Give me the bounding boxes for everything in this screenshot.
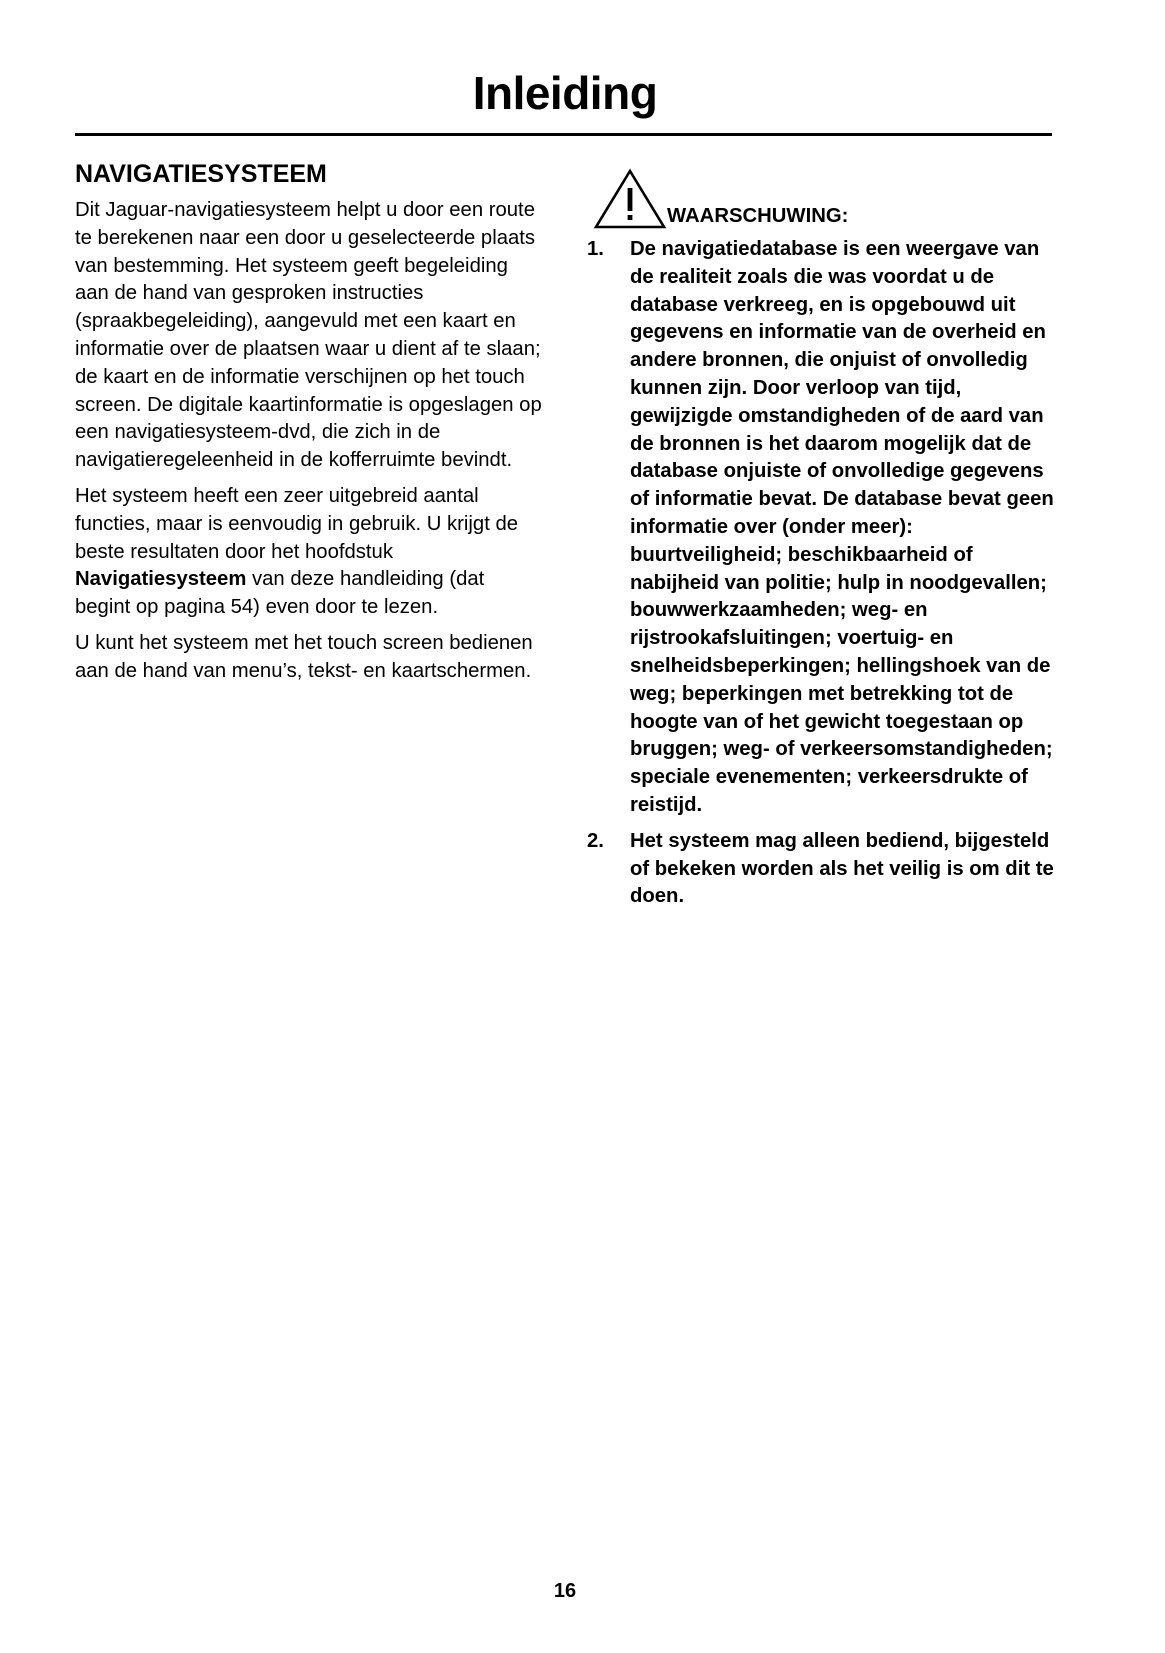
intro-paragraph: Dit Jaguar-navigatiesysteem helpt u door een route te berekenen naar een door u geselecteerde plaats van bestemming. Het systeem geeft begeleiding aan de hand van gesproken instructies (spraakbegeleiding), aangevuld met een kaart en informatie over de plaatsen waar u dient af te slaan; de kaart en de informatie verschijnen op het touch screen. De digitale kaartinformatie is opgeslagen op een navigatiesysteem-dvd, die zich in de navigatieregeleenheid in de kofferruimte bevindt. [75, 199, 542, 472]
title-divider [75, 133, 1052, 136]
warning-list [587, 236, 1057, 911]
page-title: Inleiding [472, 67, 658, 119]
touchscreen-paragraph: U kunt het systeem met het touch screen bedienen aan de hand van menu’s, tekst- en kaartschermen. [75, 631, 533, 682]
warning-block [587, 166, 1057, 919]
warning-item [587, 236, 1057, 820]
warning-triangle-icon [593, 168, 667, 230]
warning-label: WAARSCHUWING: [667, 205, 849, 227]
usage-paragraph [75, 483, 545, 622]
left-column [75, 158, 545, 694]
warning-item-number: 1. [587, 238, 604, 260]
warning-item-text: Het systeem mag alleen bediend, bijgesteld of bekeken worden als het veilig is om dit te doen. [630, 829, 1054, 908]
chapter-reference: Navigatiesysteem [75, 568, 247, 591]
warning-item-number: 2. [587, 829, 604, 852]
usage-text-start: Het systeem heeft een zeer uitgebreid aantal functies, maar is eenvoudig in gebruik. U krijgt de beste resultaten door het hoofdstuk [75, 484, 519, 563]
page-number: 16 [553, 1580, 577, 1602]
section-heading: NAVIGATIESYSTEEM [75, 160, 327, 188]
usage-text-end: van deze handleiding (dat begint op pagina 54) even door te lezen. [75, 568, 485, 619]
warning-item-text: De navigatiedatabase is een weergave van de realiteit zoals die was voordat u de database verkreeg, en is opgebouwd uit gegevens en informatie van de overheid en andere bronnen, die onjuist of onvolledig kunnen zijn. Door verloop van tijd, gewijzigde omstandigheden of de aard van de bronnen is het daarom mogelijk dat de database onjuiste of onvolledige gegevens of informatie bevat. De database bevat geen informatie over (onder meer): buurtveiligheid; beschikbaarheid of nabijheid van politie; hulp in noodgevallen; bouwwerkzaamheden; weg- en rijstrookafsluitingen; voertuig- en snelheidsbeperkingen; hellingshoek van de weg; beperkingen met betrekking tot de hoogte van of het gewicht toegestaan op bruggen; weg- of verkeersomstandigheden; speciale evenementen; verkeersdrukte of reistijd. [630, 238, 1054, 816]
warning-header [587, 166, 1057, 230]
warning-item [587, 828, 1057, 911]
